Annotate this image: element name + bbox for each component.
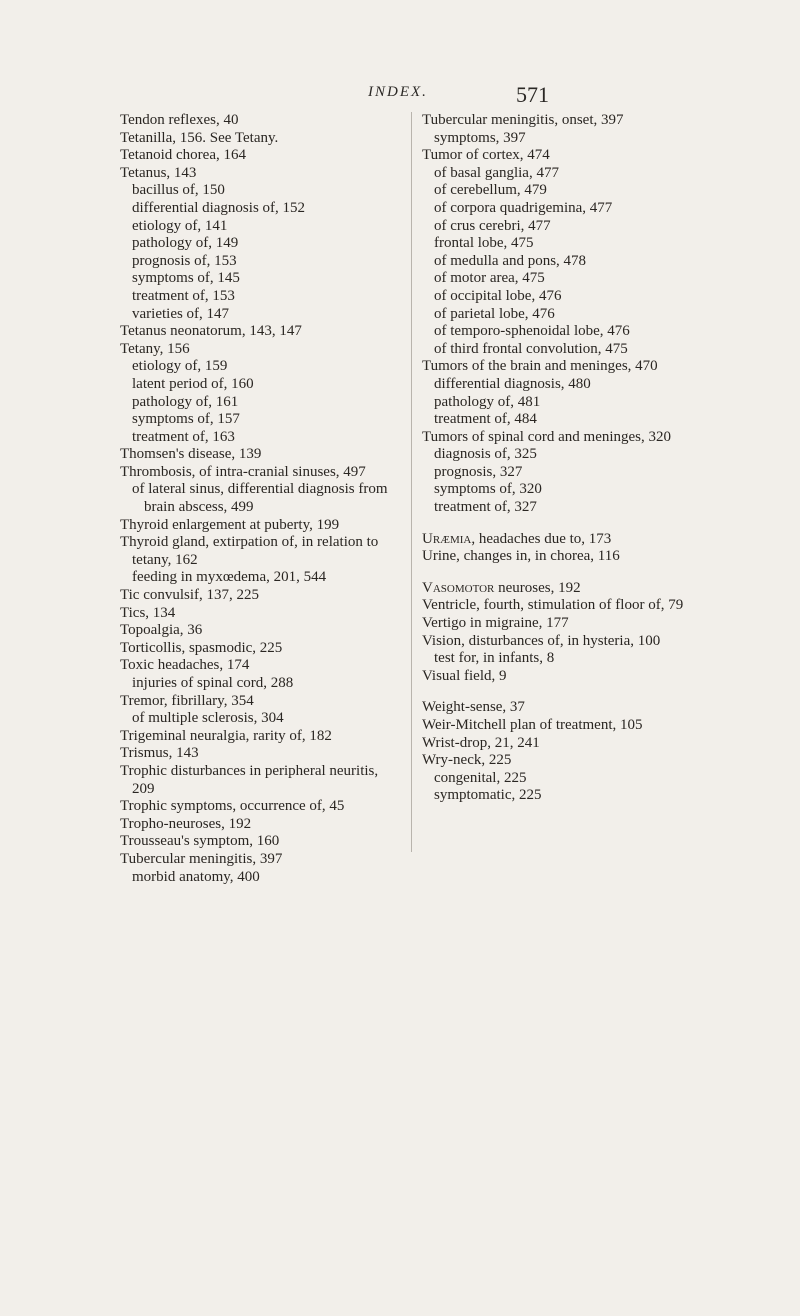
index-entry: Thomsen's disease, 139 xyxy=(120,446,262,463)
index-entry: Toxic headaches, 174 xyxy=(120,657,250,674)
index-entry: Trophic symptoms, occurrence of, 45 xyxy=(120,798,345,815)
index-subentry: of cerebellum, 479 xyxy=(434,182,547,199)
index-entry: Trismus, 143 xyxy=(120,745,199,762)
index-entry: Trousseau's symptom, 160 xyxy=(120,833,280,850)
index-entry: Vision, disturbances of, in hysteria, 100 xyxy=(422,632,661,649)
index-entry: Vertigo in migraine, 177 xyxy=(422,615,569,632)
index-section xyxy=(120,112,400,886)
index-entry: Tumor of cortex, 474 xyxy=(422,147,550,164)
index-subentry: etiology of, 141 xyxy=(132,217,228,234)
index-section xyxy=(422,580,712,686)
index-subentry: symptoms, 397 xyxy=(434,129,526,146)
index-subentry: symptoms of, 157 xyxy=(132,411,240,428)
index-subentry: of basal ganglia, 477 xyxy=(434,164,559,181)
index-subentry: of medulla and pons, 478 xyxy=(434,252,587,269)
index-entry: Ventricle, fourth, stimulation of floor of, 79 xyxy=(422,597,684,614)
index-subentry: treatment of, 163 xyxy=(132,428,235,445)
index-entry: Trigeminal neuralgia, rarity of, 182 xyxy=(120,727,332,744)
index-entry: Urine, changes in, in chorea, 116 xyxy=(422,548,620,565)
index-subentry: of multiple sclerosis, 304 xyxy=(132,710,284,727)
index-subentry: differential diagnosis, 480 xyxy=(434,375,591,392)
index-subentry: prognosis of, 153 xyxy=(132,252,237,269)
index-subentry: of crus cerebri, 477 xyxy=(434,217,551,234)
index-subentry: treatment of, 153 xyxy=(132,287,235,304)
index-subentry: bacillus of, 150 xyxy=(132,182,225,199)
index-subentry: injuries of spinal cord, 288 xyxy=(132,675,294,691)
index-subentry: treatment of, 484 xyxy=(434,411,537,428)
index-entry: Tic convulsif, 137, 225 xyxy=(120,587,260,604)
index-entry: Tendon reflexes, 40 xyxy=(120,112,239,128)
index-subentry: differential diagnosis of, 152 xyxy=(132,199,306,216)
index-entry: Tubercular meningitis, onset, 397 xyxy=(422,112,624,128)
index-entry: Tics, 134 xyxy=(120,604,176,621)
index-subentry: prognosis, 327 xyxy=(434,463,523,480)
index-subentry: of corpora quadrigemina, 477 xyxy=(434,199,613,216)
running-head: INDEX. xyxy=(368,84,428,100)
index-subentry: symptomatic, 225 xyxy=(434,787,542,804)
index-subentry: symptoms of, 145 xyxy=(132,270,240,287)
index-subentry: feeding in myxœdema, 201, 544 xyxy=(132,569,327,586)
index-entry: Tumors of spinal cord and meninges, 320 xyxy=(422,428,672,445)
index-entry: Wrist-drop, 21, 241 xyxy=(422,734,540,751)
index-entry: Vasomotor neuroses, 192 xyxy=(422,579,581,596)
index-entry: Trophic disturbances in peripheral neuritis, 209 xyxy=(120,762,379,797)
index-subentry: of parietal lobe, 476 xyxy=(434,305,555,322)
page-header xyxy=(0,84,800,114)
index-entry: Tropho-neuroses, 192 xyxy=(120,815,252,832)
index-subentry: pathology of, 481 xyxy=(434,393,541,410)
index-subentry: of temporo-sphenoidal lobe, 476 xyxy=(434,323,630,340)
index-subentry: pathology of, 161 xyxy=(132,393,239,410)
index-entry: Uræmia, headaches due to, 173 xyxy=(422,530,612,547)
page-number: 571 xyxy=(516,82,549,107)
index-entry: Thyroid gland, extirpation of, in relation to tetany, 162 xyxy=(120,534,379,568)
index-entry: Thyroid enlargement at puberty, 199 xyxy=(120,516,340,533)
index-subentry: symptoms of, 320 xyxy=(434,481,542,498)
column-divider xyxy=(411,112,412,852)
index-subentry: diagnosis of, 325 xyxy=(434,446,537,463)
index-subentry: etiology of, 159 xyxy=(132,358,228,375)
index-section xyxy=(422,699,712,805)
index-subentry: of motor area, 475 xyxy=(434,270,545,287)
index-entry: Tetanus neonatorum, 143, 147 xyxy=(120,323,302,340)
index-entry: Tetanilla, 156. See Tetany. xyxy=(120,129,279,146)
index-column-left xyxy=(120,112,400,886)
index-entry: Visual field, 9 xyxy=(422,667,507,684)
index-entry: Wry-neck, 225 xyxy=(422,752,512,769)
index-entry: Tetany, 156 xyxy=(120,340,190,357)
index-subentry: morbid anatomy, 400 xyxy=(132,868,260,885)
index-subentry: frontal lobe, 475 xyxy=(434,235,534,252)
index-subentry: of lateral sinus, differential diagnosis from brain abscess, 499 xyxy=(132,481,388,516)
index-entry: Weight-sense, 37 xyxy=(422,699,525,716)
index-subentry: varieties of, 147 xyxy=(132,305,230,322)
index-subentry: latent period of, 160 xyxy=(132,375,254,392)
index-entry: Tremor, fibrillary, 354 xyxy=(120,692,254,709)
index-entry: Tetanoid chorea, 164 xyxy=(120,147,246,164)
index-entry: Torticollis, spasmodic, 225 xyxy=(120,639,283,656)
index-subentry: pathology of, 149 xyxy=(132,235,239,252)
index-entry: Tumors of the brain and meninges, 470 xyxy=(422,358,658,375)
index-subentry: of third frontal convolution, 475 xyxy=(434,340,628,357)
index-entry: Tubercular meningitis, 397 xyxy=(120,850,283,867)
index-entry: Tetanus, 143 xyxy=(120,164,197,181)
index-subentry: congenital, 225 xyxy=(434,769,527,786)
index-column-right xyxy=(422,112,712,805)
index-entry: Thrombosis, of intra-cranial sinuses, 497 xyxy=(120,463,366,480)
index-entry: Weir-Mitchell plan of treatment, 105 xyxy=(422,717,643,733)
index-subentry: of occipital lobe, 476 xyxy=(434,287,562,304)
index-subentry: test for, in infants, 8 xyxy=(434,650,555,667)
index-entry: Topoalgia, 36 xyxy=(120,622,203,639)
index-section xyxy=(422,112,712,517)
index-subentry: treatment of, 327 xyxy=(434,499,537,516)
index-section xyxy=(422,531,712,566)
